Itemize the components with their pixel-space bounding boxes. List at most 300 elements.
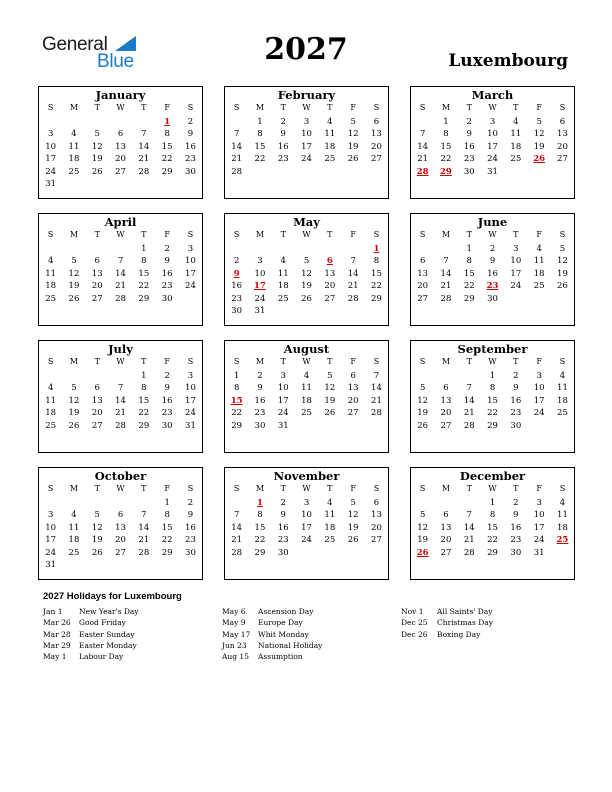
day-cell: 26 [91,547,103,558]
day-cell: 4 [536,244,542,254]
day-cell: 31 [254,306,266,316]
day-cell: 10 [301,129,312,140]
day-cell: 2 [280,117,286,127]
day-cell: 1 [141,371,147,381]
month-name: February [277,88,336,102]
weekday-header: T [94,230,100,239]
day-cell: 12 [91,141,103,152]
weekday-header: S [373,357,380,366]
day-cell: 19 [91,154,103,165]
day-cell: 25 [301,408,312,419]
day-cell: 18 [45,281,57,292]
day-cell: 29 [371,293,382,304]
day-cell: 10 [45,522,57,533]
weekday-header: S [559,357,566,366]
day-cell: 19 [301,281,312,292]
day-cell: 2 [187,117,194,127]
weekday-header: W [488,357,497,366]
holiday-date: Jun 23 [222,640,247,650]
month-name: April [104,215,137,229]
weekday-header-row [39,357,202,369]
day-cell: 24 [277,408,289,419]
day-cell: 29 [161,166,173,177]
day-cell: 30 [231,306,243,316]
day-cell: 4 [47,256,54,267]
holiday-name: New Year's Day [79,607,139,616]
day-cell: 15 [440,141,452,152]
day-cell: 30 [510,420,522,431]
day-grid [225,117,388,197]
day-cell: 2 [466,117,472,127]
weekday-header: F [164,357,170,366]
day-cell: 12 [301,268,312,279]
day-cell: 22 [231,408,243,419]
day-cell: 21 [463,535,475,546]
day-cell: 8 [141,383,147,394]
day-cell: 4 [303,371,310,381]
holiday-date: May 17 [222,629,251,639]
weekday-header: T [466,230,472,239]
holiday-name: Labour Day [79,652,124,662]
weekday-header: S [47,357,54,366]
day-cell: 27 [417,293,429,304]
day-cell: 9 [466,129,472,140]
day-cell: 15 [487,395,498,406]
day-cell: 14 [231,522,243,533]
day-cell: 9 [280,129,286,140]
weekday-header: S [187,357,194,366]
day-cell: 16 [161,395,173,406]
day-cell: 9 [489,256,496,267]
day-cell: 4 [513,117,519,127]
holiday-date: Mar 28 [43,629,71,639]
weekday-header: S [373,230,380,239]
day-cell: 26 [68,420,80,431]
holiday-name: Christmas Day [437,618,493,628]
month-july [38,340,203,453]
day-cell: 9 [187,129,194,140]
day-cell: 17 [45,154,57,165]
weekday-header: S [187,484,194,493]
day-cell: 15 [254,522,266,533]
day-cell: 20 [440,535,452,546]
day-grid [225,371,388,451]
day-cell: 13 [347,383,359,394]
day-cell: 16 [254,395,266,406]
day-cell: 12 [533,129,545,140]
month-october [38,467,203,580]
day-cell: 25 [510,154,522,165]
holiday-name: National Holiday [258,640,323,650]
day-cell: 18 [324,522,336,533]
holiday-date: May 6 [222,607,246,616]
holiday-name: Whit Monday [258,629,309,639]
day-cell: 1 [164,498,170,508]
month-september [410,340,575,453]
day-cell: 2 [489,244,496,254]
day-cell: 29 [231,420,243,431]
weekday-header: T [513,484,519,493]
day-cell: 5 [350,117,356,127]
day-cell: 3 [47,510,54,521]
day-cell: 13 [91,268,103,279]
day-cell: 31 [45,560,57,570]
weekday-header: S [233,484,240,493]
day-cell: 11 [45,395,57,406]
day-cell: 22 [161,154,173,165]
day-cell: 25 [324,535,336,546]
day-cell: 13 [557,129,568,140]
weekday-header: W [302,230,311,239]
day-cell: 30 [161,293,173,304]
day-cell: 23 [185,535,196,546]
holiday-day-cell: 28 [416,166,429,177]
day-cell: 31 [533,547,545,558]
month-name: September [457,342,528,356]
weekday-header: S [559,484,566,493]
day-cell: 2 [513,371,519,381]
weekday-header: S [559,103,566,112]
day-cell: 14 [231,141,243,152]
day-cell: 11 [324,129,336,140]
day-cell: 24 [185,408,196,419]
weekday-header: F [536,357,542,366]
weekday-header-row [39,484,202,496]
day-cell: 7 [466,510,472,521]
day-cell: 5 [350,498,356,508]
day-cell: 10 [254,268,266,279]
day-cell: 20 [440,408,452,419]
month-april [38,213,203,326]
day-grid [39,117,202,197]
day-cell: 26 [324,408,336,419]
day-cell: 28 [138,547,150,558]
weekday-header: T [141,230,147,239]
day-cell: 13 [440,522,452,533]
weekday-header: T [513,103,519,112]
month-june [410,213,575,326]
day-cell: 27 [371,535,382,546]
day-cell: 6 [373,117,380,127]
weekday-header: W [488,230,497,239]
weekday-header: T [327,357,333,366]
day-cell: 17 [301,141,312,152]
day-grid [39,244,202,324]
day-cell: 22 [487,408,498,419]
day-cell: 5 [71,256,77,267]
day-cell: 18 [45,408,57,419]
day-cell: 30 [185,166,196,177]
day-cell: 31 [277,420,289,431]
day-cell: 1 [233,371,240,381]
weekday-header: S [233,230,240,239]
day-cell: 2 [164,371,170,381]
day-cell: 16 [510,522,522,533]
day-cell: 30 [277,547,289,558]
day-cell: 21 [463,408,475,419]
day-cell: 3 [303,117,310,127]
day-cell: 25 [68,166,80,177]
day-cell: 17 [185,395,196,406]
day-cell: 11 [45,268,57,279]
day-cell: 8 [257,510,263,521]
day-cell: 13 [440,395,452,406]
weekday-header: F [350,357,356,366]
day-cell: 25 [277,293,289,304]
weekday-header: W [302,357,311,366]
day-cell: 5 [419,383,426,394]
weekday-header-row [225,357,388,369]
day-cell: 16 [161,268,173,279]
day-cell: 27 [440,420,452,431]
weekday-header: M [441,357,451,366]
month-february [224,86,389,199]
day-cell: 19 [557,268,568,279]
holiday-name: Easter Monday [79,640,137,650]
day-cell: 18 [68,154,80,165]
weekday-header: F [536,103,542,112]
day-cell: 7 [233,129,240,140]
day-cell: 10 [301,510,312,521]
weekday-header-row [225,484,388,496]
day-cell: 29 [138,293,150,304]
day-cell: 14 [417,141,429,152]
weekday-header: M [69,357,79,366]
day-cell: 9 [164,256,170,267]
day-cell: 5 [419,510,426,521]
weekday-header: F [350,103,356,112]
holiday-date: Jan 1 [43,607,63,616]
day-cell: 13 [371,510,382,521]
day-cell: 27 [91,293,103,304]
day-cell: 10 [533,383,545,394]
day-cell: 26 [347,535,359,546]
month-january [38,86,203,199]
day-cell: 23 [463,154,475,165]
day-cell: 7 [141,510,147,521]
day-cell: 26 [68,293,80,304]
day-grid [39,498,202,578]
month-may [224,213,389,326]
weekday-header: T [141,103,147,112]
month-march [410,86,575,199]
holiday-name: All Saints' Day [437,607,493,616]
day-cell: 14 [463,522,475,533]
holiday-name: Europe Day [258,618,303,628]
day-cell: 4 [280,256,286,267]
day-cell: 21 [347,281,359,292]
day-cell: 24 [487,154,498,165]
weekday-header: S [419,484,426,493]
weekday-header-row [411,230,574,242]
holiday-date: Dec 26 [401,629,428,639]
day-cell: 5 [71,383,77,394]
weekday-header: T [141,484,147,493]
month-name: June [477,215,508,229]
day-cell: 7 [443,256,449,267]
weekday-header: S [47,103,54,112]
day-cell: 14 [371,383,382,394]
day-cell: 17 [277,395,289,406]
holiday-day-cell: 1 [256,498,263,508]
day-cell: 11 [277,268,289,279]
day-cell: 19 [91,535,103,546]
day-cell: 18 [533,268,545,279]
holiday-day-cell: 29 [440,166,452,177]
day-cell: 24 [301,535,312,546]
day-cell: 19 [533,141,545,152]
day-cell: 14 [138,141,150,152]
holiday-day-cell: 6 [326,256,333,267]
day-cell: 14 [463,395,475,406]
day-cell: 11 [533,256,545,267]
day-cell: 15 [254,141,266,152]
weekday-header: S [419,230,426,239]
day-cell: 30 [510,547,522,558]
day-cell: 17 [533,395,545,406]
weekday-header: M [69,484,79,493]
weekday-header-row [39,103,202,115]
day-grid [225,244,388,324]
day-cell: 7 [466,383,472,394]
day-cell: 8 [141,256,147,267]
day-cell: 26 [557,281,568,292]
weekday-header: S [47,484,54,493]
day-cell: 14 [115,395,126,406]
holiday-name: Assumption [258,652,303,662]
weekday-header: F [350,230,356,239]
day-cell: 8 [164,129,170,140]
day-cell: 13 [417,268,429,279]
day-cell: 5 [559,244,566,254]
weekday-header-row [225,103,388,115]
day-cell: 31 [487,166,498,177]
day-cell: 21 [417,154,429,165]
weekday-header: W [116,357,125,366]
day-cell: 4 [559,498,566,508]
day-cell: 23 [231,293,243,304]
day-cell: 25 [533,281,545,292]
day-cell: 3 [513,244,519,254]
day-cell: 27 [115,547,126,558]
day-cell: 15 [487,522,498,533]
month-name: August [283,342,330,356]
day-cell: 3 [47,129,54,140]
day-grid [411,498,574,578]
day-cell: 25 [45,293,57,304]
day-cell: 8 [466,256,472,267]
day-cell: 22 [463,281,475,292]
weekday-header: W [116,103,125,112]
day-cell: 8 [489,510,496,521]
day-cell: 22 [254,535,266,546]
weekday-header: T [94,103,100,112]
weekday-header-row [225,230,388,242]
day-cell: 27 [115,166,126,177]
day-cell: 4 [71,129,77,140]
holiday-day-cell: 1 [373,244,380,254]
weekday-header: M [255,357,265,366]
weekday-header: S [187,230,194,239]
day-cell: 2 [257,371,263,381]
day-cell: 19 [347,522,359,533]
holiday-day-cell: 15 [230,395,243,406]
weekday-header: W [488,484,497,493]
day-cell: 24 [254,293,266,304]
day-cell: 24 [185,281,196,292]
weekday-header: M [441,230,451,239]
weekday-header: F [536,484,542,493]
day-cell: 16 [487,268,498,279]
day-cell: 18 [557,522,568,533]
day-cell: 27 [324,293,336,304]
day-cell: 3 [257,256,263,267]
weekday-header: M [441,484,451,493]
weekday-header: T [466,103,472,112]
day-cell: 26 [417,420,429,431]
weekday-header: S [47,230,54,239]
weekday-header: T [466,357,472,366]
weekday-header: S [419,103,426,112]
day-cell: 19 [324,395,336,406]
day-grid [411,244,574,324]
holiday-date: May 9 [222,618,246,628]
day-cell: 18 [68,535,80,546]
day-cell: 21 [138,154,150,165]
day-cell: 28 [463,420,475,431]
day-cell: 24 [45,166,57,177]
day-cell: 15 [161,141,173,152]
weekday-header: S [373,484,380,493]
day-cell: 20 [91,408,103,419]
day-cell: 25 [68,547,80,558]
month-december [410,467,575,580]
day-cell: 30 [161,420,173,431]
day-cell: 30 [463,166,475,177]
weekday-header: T [280,103,286,112]
day-cell: 15 [371,268,382,279]
weekday-header: S [233,103,240,112]
day-cell: 23 [510,535,522,546]
day-grid [411,117,574,197]
weekday-header: T [327,103,333,112]
day-cell: 22 [440,154,452,165]
day-cell: 3 [187,244,194,254]
day-cell: 20 [91,281,103,292]
day-cell: 8 [443,129,449,140]
day-cell: 8 [373,256,380,267]
month-name: July [108,342,133,356]
day-cell: 14 [138,522,150,533]
day-cell: 11 [68,141,80,152]
day-cell: 11 [510,129,522,140]
day-cell: 4 [327,117,333,127]
day-cell: 6 [94,256,100,267]
holiday-date: Nov 1 [401,607,424,616]
day-cell: 2 [164,244,170,254]
day-cell: 2 [280,498,286,508]
day-cell: 12 [91,522,103,533]
day-cell: 27 [557,154,568,165]
day-cell: 19 [68,408,80,419]
logo-word-general: General [42,34,108,55]
day-cell: 18 [557,395,568,406]
weekday-header: W [302,103,311,112]
holiday-day-cell: 1 [164,117,171,127]
day-cell: 24 [510,281,522,292]
day-cell: 15 [463,268,475,279]
weekday-header: T [141,357,147,366]
